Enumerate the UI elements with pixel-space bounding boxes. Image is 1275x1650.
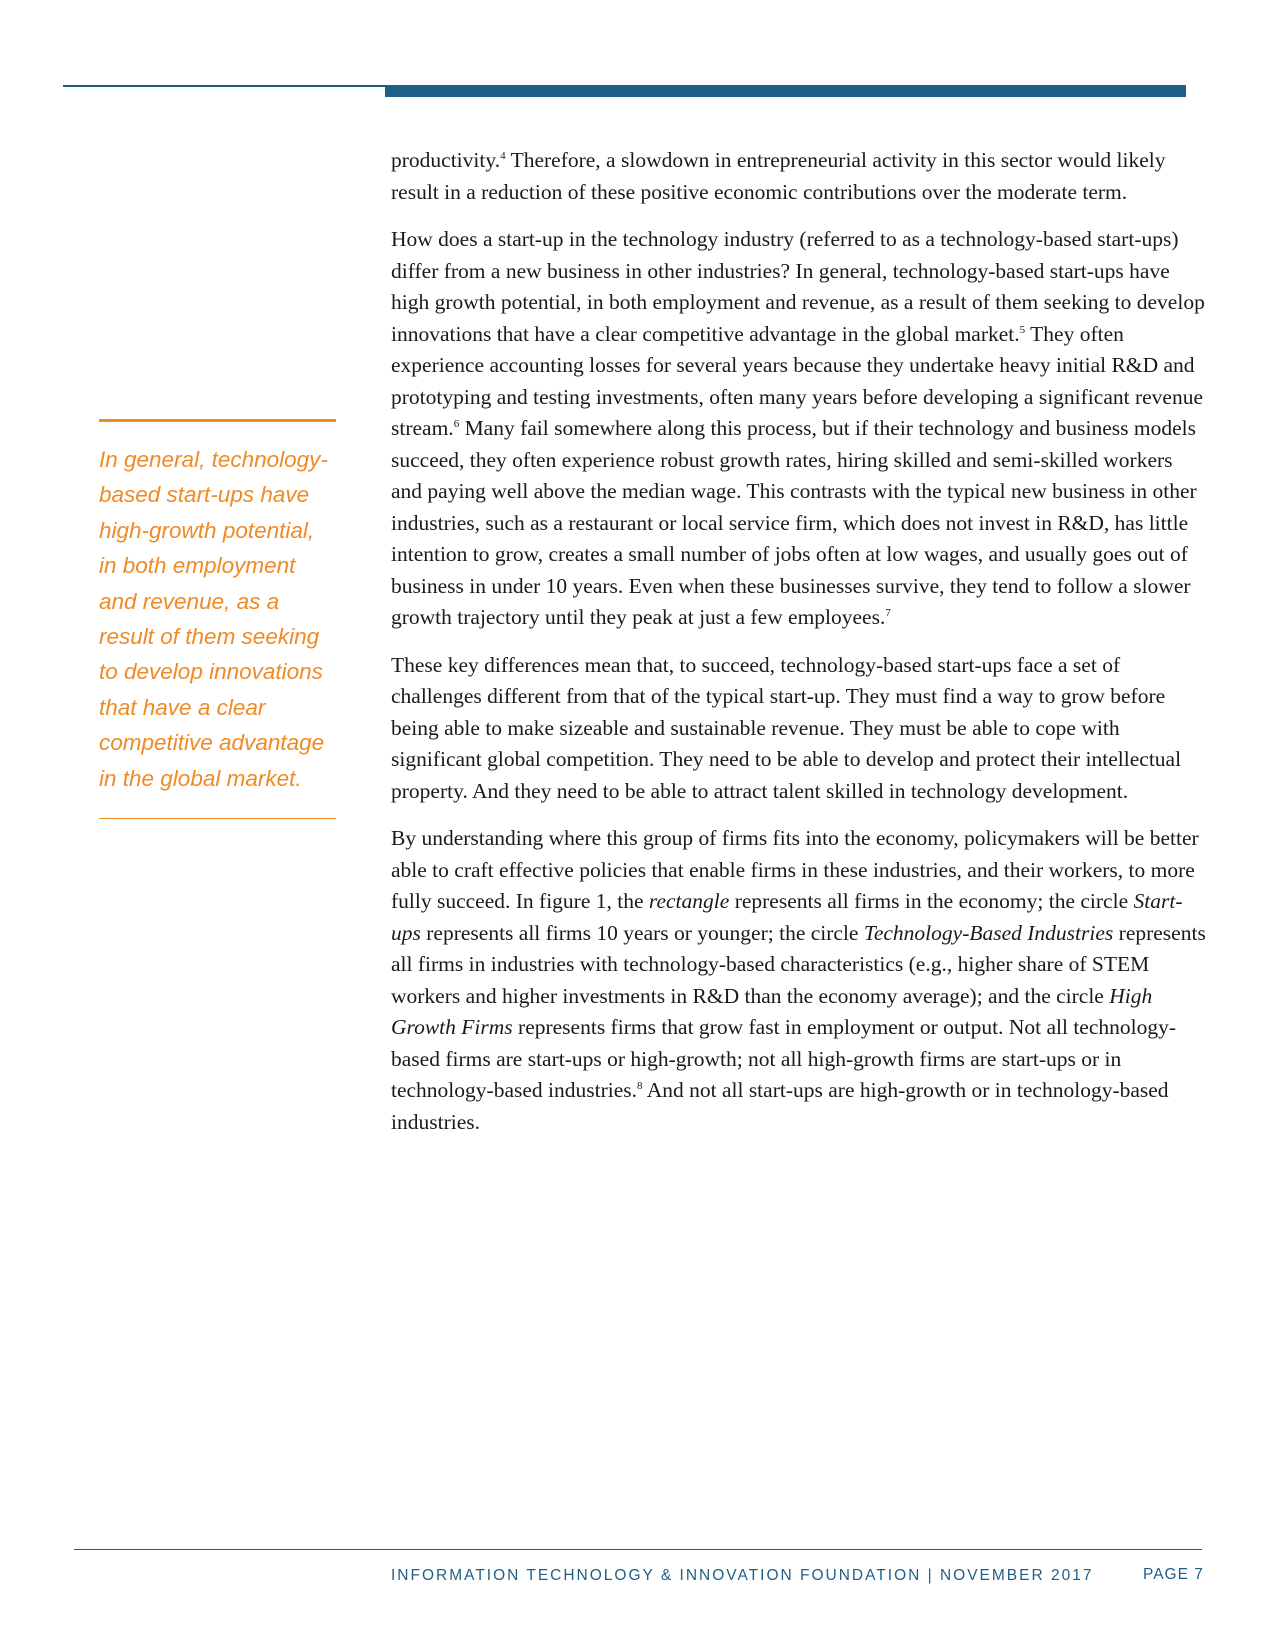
paragraph-4: [391, 823, 1206, 1138]
header-rule-thick: [385, 85, 1186, 97]
paragraph-1: [391, 145, 1206, 208]
paragraph-4-text-a: By understanding where this group of firms fits into the economy, policymakers will be better able to craft effective policies that enable firms in these industries, and their workers, to more fully succeed. In figure 1, the: [391, 826, 1199, 913]
paragraph-4-text-b: represents all firms in the economy; the circle: [729, 889, 1134, 913]
paragraph-1-text-b: Therefore, a slowdown in entrepreneurial activity in this sector would likely result in a reduction of these positive economic contributions over the moderate term.: [391, 148, 1166, 204]
paragraph-2-text-c: Many fail somewhere along this process, but if their technology and business models succeed, they often experience robust growth rates, hiring skilled and semi-skilled workers and paying well above the median wage. This contrasts with the typical new business in other industries, such as a restaurant or local service firm, which does not invest in R&D, has little intention to grow, creates a small number of jobs often at low wages, and usually goes out of business in under 10 years. Even when these businesses survive, they tend to follow a slower growth trajectory until they peak at just a few employees.: [391, 416, 1197, 629]
body-text: [391, 145, 1206, 1154]
paragraph-4-text-c: represents all firms 10 years or younger; the circle: [420, 920, 864, 945]
footer-publisher: INFORMATION TECHNOLOGY & INNOVATION FOUNDATION | NOVEMBER 2017: [391, 1567, 1094, 1584]
footnote-ref-4[interactable]: 4: [500, 150, 506, 162]
term-technology-based-industries: Technology-Based Industries: [863, 920, 1114, 945]
paragraph-2-text-b: They often experience accounting losses for several years because they undertake heavy initial R&D and prototyping and testing investments, often many years before developing a significant revenue stream.: [391, 321, 1203, 440]
term-rectangle: rectangle: [648, 889, 730, 913]
pull-quote: [99, 419, 336, 819]
paragraph-3: These key differences mean that, to succeed, technology-based start-ups face a set of challenges different from that of the typical start-up. They must find a way to grow before being able to make sizeable and sustainable revenue. They must be able to cope with significant global competition. They need to be able to develop and protect their intellectual property. And they need to be able to attract talent skilled in technology development.: [391, 652, 1182, 803]
paragraph-4-text-e: represents firms that grow fast in employment or output. Not all technology-based firms are start-ups or high-growth; not all high-growth firms are start-ups or in technology-based industries.: [391, 1015, 1177, 1102]
pull-quote-text: In general, technology-based start-ups have high-growth potential, in both employment and revenue, as a result of them seeking to develop innovations that have a clear competitive advantage in the global market.: [99, 447, 328, 791]
term-high-growth-firms: High Growth Firms: [391, 983, 1153, 1039]
footnote-ref-5[interactable]: 5: [1019, 323, 1026, 336]
paragraph-2-text-a: How does a start-up in the technology industry (referred to as a technology-based start-ups) differ from a new business in other industries? In general, technology-based start-ups have high growth potential, in both employment and revenue, as a result of them seeking to develop innovations that have a clear competitive advantage in the global market.: [391, 227, 1205, 346]
term-start-ups: Start-ups: [391, 889, 1183, 945]
footnote-ref-8[interactable]: 8: [637, 1080, 643, 1092]
paragraph-1-text-a: productivity.: [391, 148, 501, 172]
paragraph-2: [391, 224, 1206, 634]
page-number: PAGE 7: [1143, 1566, 1204, 1583]
paragraph-4-text-f: And not all start-ups are high-growth or in technology-based industries.: [391, 1078, 1169, 1134]
footer-rule: [74, 1549, 1202, 1550]
footnote-ref-7[interactable]: 7: [885, 607, 891, 619]
paragraph-4-text-d: represents all firms in industries with technology-based characteristics (e.g., higher share of STEM workers and higher investments in R&D than the economy average); and the circle: [391, 920, 1206, 1008]
header-rule-thin: [63, 85, 385, 87]
footnote-ref-6[interactable]: 6: [453, 418, 460, 430]
